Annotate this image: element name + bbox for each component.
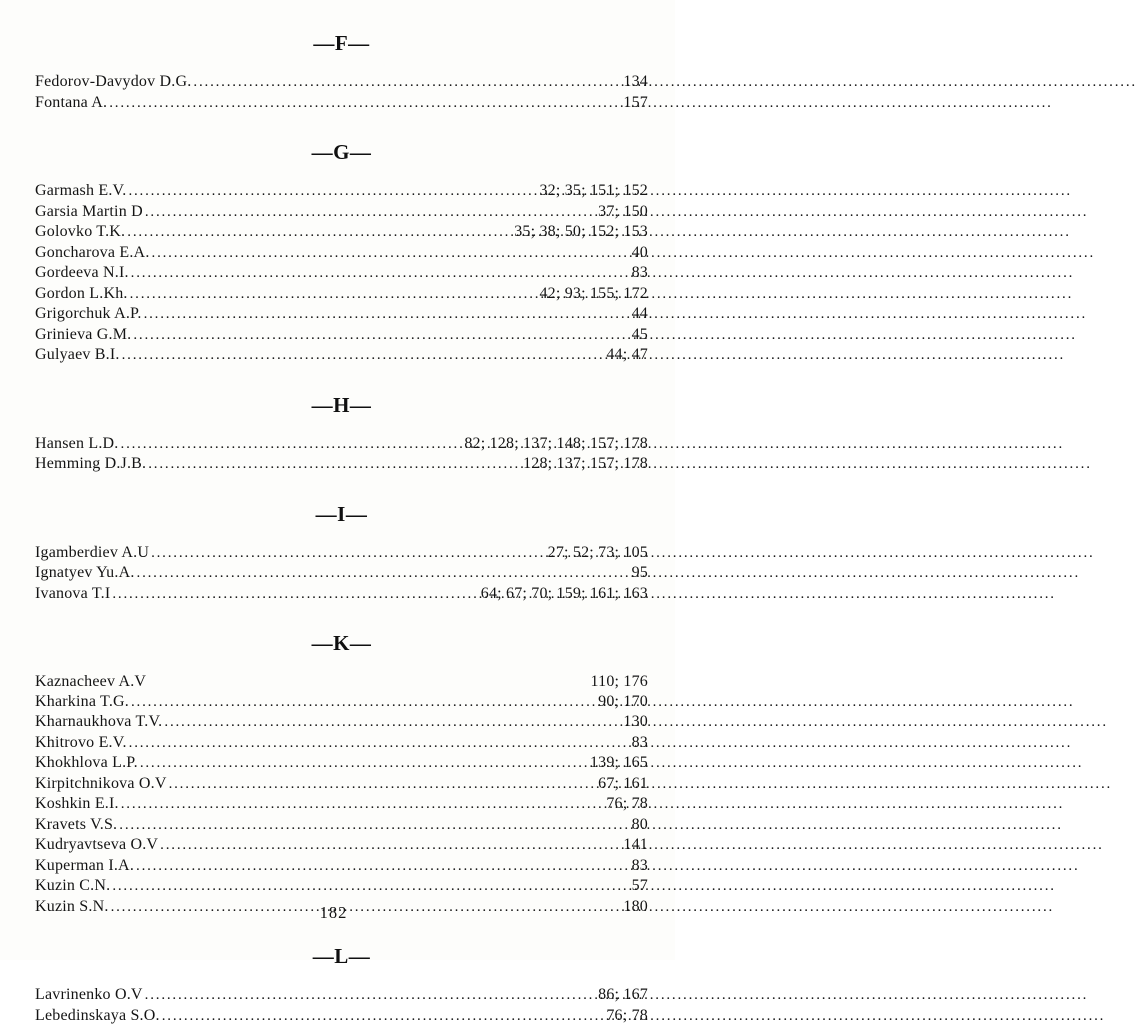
index-entry-row (35, 325, 648, 346)
section-header: —H— (35, 393, 648, 417)
dot-leader (193, 72, 622, 93)
dot-leader (128, 181, 538, 202)
index-entry-row (35, 985, 648, 1006)
section-header: —L— (35, 944, 648, 968)
entry-pages: 157 (623, 93, 648, 113)
section-header: —G— (35, 140, 648, 164)
index-section-h (35, 393, 648, 475)
entry-name: Kudryavtseva O.V (35, 835, 159, 855)
entry-name: Khitrovo E.V. (35, 733, 128, 753)
dot-leader (122, 345, 606, 366)
entry-pages: 90; 170 (598, 692, 648, 712)
dot-leader (112, 584, 479, 605)
section-header: —F— (35, 31, 648, 55)
index-entry-row (35, 345, 648, 366)
entry-pages: 64; 67; 70; 159; 161; 163 (481, 584, 648, 604)
index-entry-row (35, 243, 648, 264)
index-entry-row (35, 835, 648, 856)
index-entry-row (35, 181, 648, 202)
dot-leader (140, 753, 589, 774)
index-entry-row (35, 856, 648, 877)
entry-name: Lavrinenko O.V (35, 985, 144, 1005)
dot-leader (109, 93, 622, 114)
entry-name: Gordeeva N.I. (35, 263, 130, 283)
index-section-g (35, 140, 648, 366)
index-entry-row (35, 304, 648, 325)
entry-name: Golovko T.K. (35, 222, 126, 242)
dot-leader (152, 243, 631, 264)
entry-pages: 27; 52; 73; 105 (548, 543, 648, 563)
entry-name: Kuzin S.N. (35, 897, 110, 917)
entry-name: Kravets V.S. (35, 815, 118, 835)
entry-name: Kirpitchnikova O.V (35, 774, 168, 794)
dot-leader (145, 202, 597, 223)
dot-leader (121, 434, 464, 455)
index-section-l (35, 944, 648, 1026)
entry-pages: 83 (632, 733, 648, 753)
entry-name: Gulyaev B.I. (35, 345, 121, 365)
dot-leader (129, 733, 631, 754)
entry-pages: 40 (632, 243, 648, 263)
section-header: —I— (35, 502, 648, 526)
entry-name: Fedorov-Davydov D.G. (35, 72, 192, 92)
entry-name: Koshkin E.I. (35, 794, 120, 814)
dot-leader (130, 284, 539, 305)
index-entry-row (35, 692, 648, 713)
dot-leader (119, 815, 630, 836)
dot-leader (162, 1006, 606, 1026)
entry-name: Lebedinskaya S.O. (35, 1006, 161, 1026)
entry-pages: 67; 161 (598, 774, 648, 794)
dot-leader (136, 856, 631, 877)
index-entry-row (35, 93, 648, 114)
index-section-k (35, 631, 648, 917)
entry-name: Hansen L.D. (35, 434, 120, 454)
dot-leader (160, 835, 622, 856)
entry-pages: 83 (632, 856, 648, 876)
entry-name: Garmash E.V. (35, 181, 127, 201)
index-section-i (35, 502, 648, 605)
index-entry-row (35, 454, 648, 475)
entry-name: Ignatyev Yu.A. (35, 563, 136, 583)
index-entry-row (35, 434, 648, 455)
entry-pages: 83 (632, 263, 648, 283)
entry-name: Kharnaukhova T.V. (35, 712, 163, 732)
entry-pages: 82; 128; 137; 148; 157; 178 (464, 434, 648, 454)
index-sections (35, 31, 648, 1026)
entry-pages: 76; 78 (606, 1006, 648, 1026)
index-entry-row (35, 774, 648, 795)
entry-name: Garsia Martin D (35, 202, 144, 222)
index-entry-row (35, 876, 648, 897)
dot-leader (145, 985, 597, 1006)
entry-pages: 180 (623, 897, 648, 917)
entry-pages: 139; 165 (590, 753, 648, 773)
index-entry-row (35, 1006, 648, 1026)
entry-name: Goncharova E.A. (35, 243, 151, 263)
index-section-f (35, 31, 648, 113)
entry-name: Gordon L.Kh. (35, 284, 129, 304)
index-entry-row (35, 202, 648, 223)
entry-name: Kuzin C.N. (35, 876, 111, 896)
dot-leader (133, 325, 630, 346)
entry-name: Igamberdiev A.U (35, 543, 150, 563)
entry-name: Grigorchuk A.P. (35, 304, 143, 324)
index-entry-row (35, 563, 648, 584)
entry-pages: 44 (632, 304, 648, 324)
dot-leader (169, 774, 598, 795)
dot-leader (131, 263, 631, 284)
entry-pages: 35; 38; 50; 152; 153 (514, 222, 648, 242)
index-entry-row (35, 733, 648, 754)
entry-name: Kaznacheev A.V (35, 672, 147, 692)
index-entry-row (35, 222, 648, 243)
dot-leader (127, 222, 513, 243)
index-entry-row (35, 753, 648, 774)
index-entry-row (35, 263, 648, 284)
entry-pages: 45 (632, 325, 648, 345)
entry-pages: 128; 137; 157; 178 (523, 454, 648, 474)
section-header: —K— (35, 631, 648, 655)
entry-name: Kharkina T.G. (35, 692, 130, 712)
dot-leader (121, 794, 606, 815)
entry-pages: 110; 176 (591, 672, 648, 692)
entry-name: Khokhlova L.P. (35, 753, 139, 773)
dot-leader (112, 876, 630, 897)
entry-pages: 42; 93; 155; 172 (539, 284, 648, 304)
entry-pages: 80 (632, 815, 648, 835)
entry-pages: 76; 78 (606, 794, 648, 814)
entry-pages: 95 (632, 563, 648, 583)
index-entry-row (35, 543, 648, 564)
dot-leader (151, 543, 547, 564)
dot-leader (137, 563, 631, 584)
entry-name: Fontana A. (35, 93, 108, 113)
entry-pages: 57 (632, 876, 648, 896)
entry-name: Ivanova T.I (35, 584, 111, 604)
index-entry-row (35, 672, 648, 692)
dot-leader (164, 712, 622, 733)
entry-pages: 86; 167 (598, 985, 648, 1005)
dot-leader (148, 454, 522, 475)
entry-pages: 37; 150 (598, 202, 648, 222)
entry-name: Hemming D.J.B. (35, 454, 147, 474)
index-entry-row (35, 284, 648, 305)
entry-name: Grinieva G.M. (35, 325, 132, 345)
dot-leader (131, 692, 597, 713)
entry-name: Kuperman I.A. (35, 856, 135, 876)
entry-pages: 134 (623, 72, 648, 92)
entry-pages: 130 (623, 712, 648, 732)
index-entry-row (35, 712, 648, 733)
index-entry-row (35, 72, 648, 93)
entry-pages: 44; 47 (606, 345, 648, 365)
index-entry-row (35, 815, 648, 836)
dot-leader (144, 304, 631, 325)
entry-pages: 32; 35; 151; 152 (539, 181, 648, 201)
index-entry-row (35, 584, 648, 605)
index-entry-row (35, 794, 648, 815)
page-number: 182 (0, 903, 667, 923)
entry-pages: 141 (623, 835, 648, 855)
